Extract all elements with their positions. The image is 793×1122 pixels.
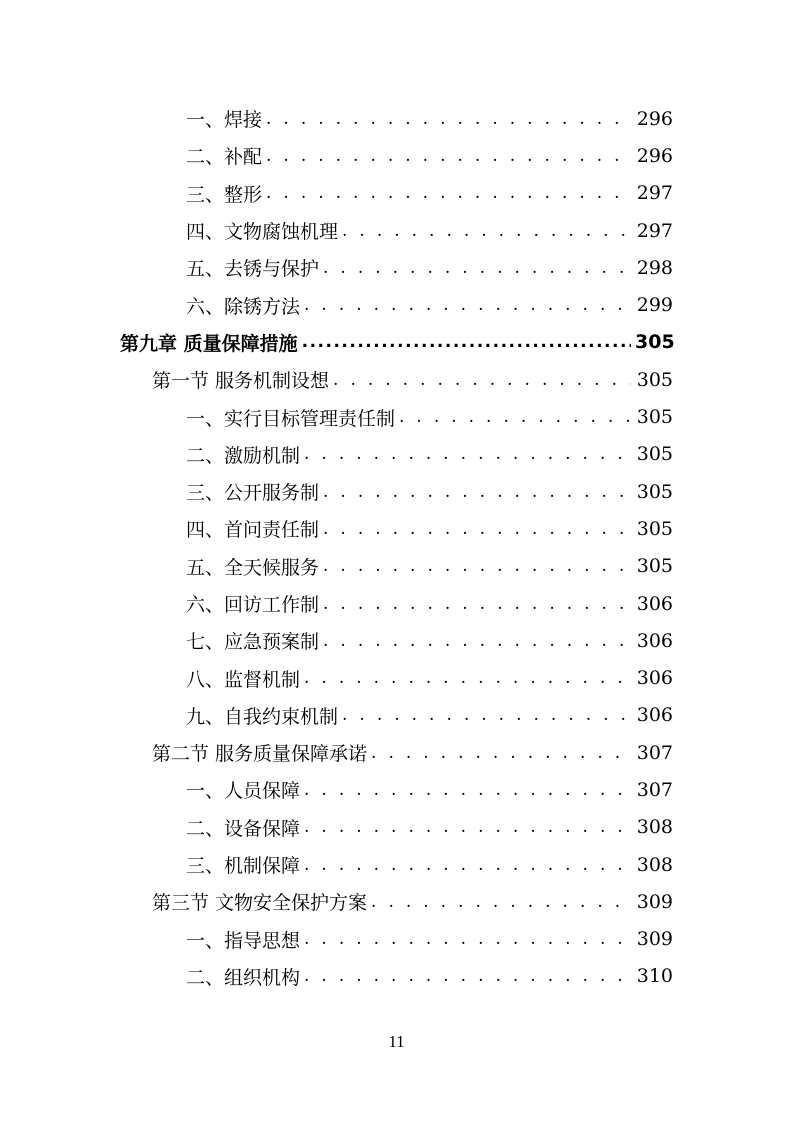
toc-entry-page: 306 [636,667,673,690]
toc-dot-leader [304,855,631,875]
toc-entry-chapter[interactable] [0,324,793,361]
toc-entry-item[interactable] [0,510,793,547]
toc-entry-item[interactable] [0,809,793,846]
toc-entry-title: 四、文物腐蚀机理 [186,221,339,244]
toc-dot-leader [304,817,631,837]
toc-entry-page: 310 [636,965,673,988]
toc-dot-leader [302,332,631,352]
toc-dot-leader [266,146,631,166]
toc-entry-title: 七、应急预案制 [186,631,320,654]
toc-dot-leader [323,594,631,614]
toc-entry-title: 一、指导思想 [186,929,301,952]
toc-entry-page: 306 [636,629,673,652]
toc-entry-item[interactable] [0,249,793,286]
toc-entry-item[interactable] [0,659,793,696]
toc-entry-item[interactable] [0,846,793,883]
toc-dot-leader [371,743,631,763]
toc-dot-leader [266,183,631,203]
toc-dot-leader [371,892,631,912]
toc-dot-leader [323,482,631,502]
toc-entry-title: 五、去锈与保护 [186,258,320,281]
toc-entry-page: 306 [636,704,673,727]
toc-entry-title: 四、首问责任制 [186,519,320,542]
toc-entry-page: 305 [636,443,673,466]
toc-dot-leader [399,407,631,427]
toc-dot-leader [323,519,631,539]
toc-entry-item[interactable] [0,398,793,435]
toc-entry-section[interactable] [0,361,793,398]
toc-entry-title: 二、补配 [186,146,263,169]
toc-entry-title: 一、实行目标管理责任制 [186,407,396,430]
toc-entry-page: 308 [636,853,673,876]
toc-entry-title: 二、设备保障 [186,817,301,840]
toc-dot-leader [304,780,631,800]
toc-dot-leader [342,705,631,725]
toc-entry-page: 296 [636,144,673,167]
toc-entry-item[interactable] [0,286,793,323]
toc-entry-page: 305 [636,368,673,391]
toc-dot-leader [323,258,631,278]
toc-entry-item[interactable] [0,137,793,174]
toc-entry-title: 一、人员保障 [186,780,301,803]
toc-entry-item[interactable] [0,585,793,622]
toc-dot-leader [304,929,631,949]
toc-entry-page: 297 [636,219,673,242]
toc-entry-item[interactable] [0,622,793,659]
toc-entry-title: 六、除锈方法 [186,295,301,318]
toc-dot-leader [323,556,631,576]
toc-entry-title: 三、机制保障 [186,855,301,878]
toc-entry-page: 305 [636,480,673,503]
toc-entry-page: 307 [636,741,673,764]
toc-entry-item[interactable] [0,436,793,473]
toc-dot-leader [304,668,631,688]
toc-entry-page: 309 [636,890,673,913]
toc-entry-title: 三、公开服务制 [186,482,320,505]
toc-entry-title: 六、回访工作制 [186,594,320,616]
toc-entry-page: 309 [636,928,673,951]
toc-dot-leader [342,221,631,241]
toc-entry-title: 五、全天候服务 [186,556,320,579]
toc-entry-page: 305 [636,555,673,578]
toc-dot-leader [333,370,631,390]
toc-entry-item[interactable] [0,958,793,995]
toc-entry-title: 第九章 质量保障措施 [120,332,298,355]
toc-entry-page: 299 [636,294,673,317]
toc-entry-section[interactable] [0,883,793,920]
toc-entry-title: 三、整形 [186,183,263,206]
toc-entry-page: 297 [636,182,673,205]
toc-entry-item[interactable] [0,175,793,212]
page-number: 11 [388,1032,405,1051]
table-of-contents [0,100,793,995]
toc-entry-item[interactable] [0,771,793,808]
toc-entry-page: 306 [636,592,673,615]
toc-dot-leader [323,631,631,651]
toc-entry-item[interactable] [0,473,793,510]
toc-entry-title: 第三节 文物安全保护方案 [152,892,368,915]
toc-entry-page: 305 [636,406,673,429]
toc-entry-item[interactable] [0,100,793,137]
toc-entry-title: 第二节 服务质量保障承诺 [152,743,368,766]
toc-entry-title: 第一节 服务机制设想 [152,370,330,393]
toc-entry-page: 307 [636,778,673,801]
toc-entry-title: 二、组织机构 [186,966,301,989]
toc-entry-page: 305 [635,331,675,354]
toc-entry-item[interactable] [0,697,793,734]
toc-entry-section[interactable] [0,734,793,771]
toc-dot-leader [266,109,631,129]
toc-entry-item[interactable] [0,548,793,585]
toc-entry-title: 九、自我约束机制 [186,705,339,728]
toc-dot-leader [304,444,631,464]
toc-entry-page: 308 [636,816,673,839]
toc-dot-leader [304,295,631,315]
toc-entry-title: 一、焊接 [186,109,263,132]
toc-dot-leader [304,966,631,986]
toc-entry-page: 296 [636,107,673,130]
toc-entry-title: 八、监督机制 [186,668,301,691]
toc-entry-page: 305 [636,517,673,540]
toc-entry-page: 298 [636,256,673,279]
toc-entry-title: 二、激励机制 [186,444,301,467]
toc-entry-item[interactable] [0,212,793,249]
toc-entry-item[interactable] [0,921,793,958]
